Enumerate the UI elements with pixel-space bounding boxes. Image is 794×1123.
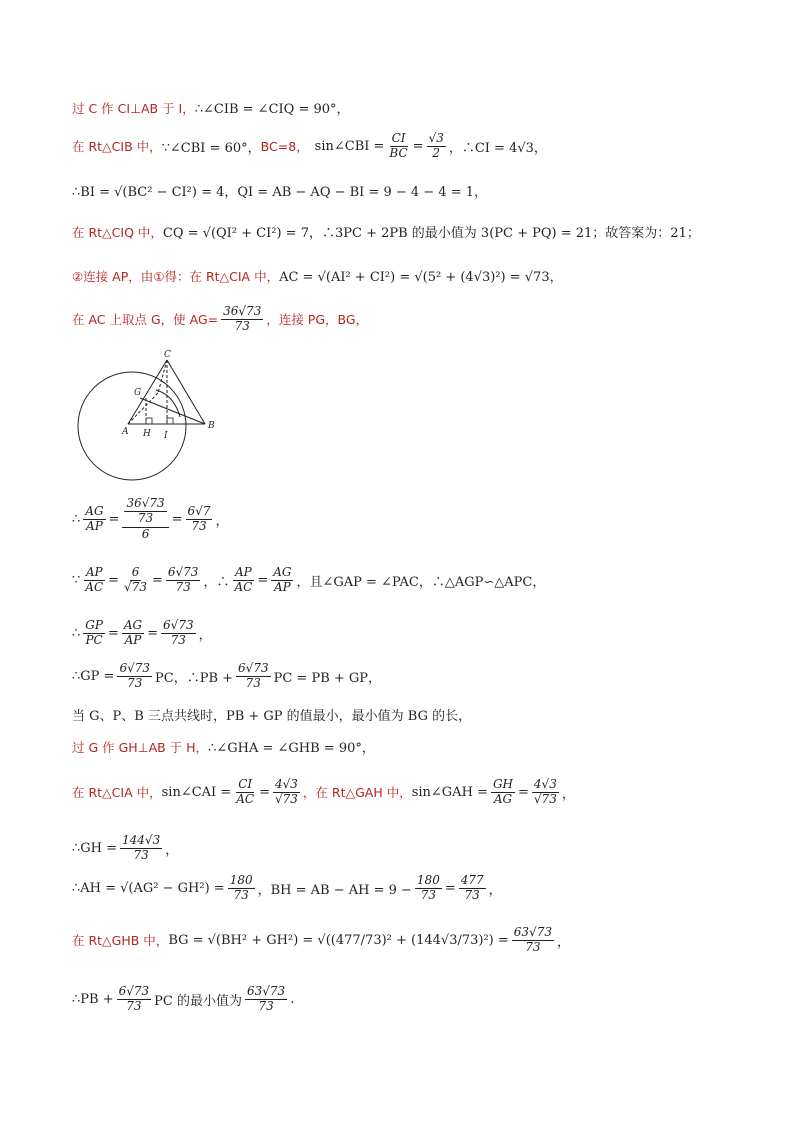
- numerator: 36√73: [223, 304, 262, 318]
- fraction: [459, 874, 486, 903]
- solution-line-14: [72, 834, 754, 863]
- fraction: [387, 132, 409, 161]
- numerator: 63√73: [247, 984, 286, 998]
- text: 当 G、P、B 三点共线时，PB + GP 的值最小，最小值为 BG 的长，: [72, 709, 472, 724]
- text: ，且∠GAP = ∠PAC，∴△AGP∽△APC，: [296, 574, 546, 590]
- numerator: CI: [238, 777, 253, 791]
- text: ∴: [72, 625, 81, 641]
- denominator: 73: [420, 887, 437, 902]
- solution-line-10: [72, 662, 754, 691]
- text: =: [412, 138, 424, 154]
- fraction: [83, 566, 105, 595]
- text: ∴∠GHA = ∠GHB = 90°，: [208, 741, 375, 756]
- numerator: AP: [85, 565, 103, 579]
- denominator: √73: [533, 791, 557, 806]
- text: ∴PB +: [72, 991, 114, 1007]
- text: CQ = √(QI² + CI²) = 7，∴3PC + 2PB 的最小值为 3(PC + PQ) = 21；故答案为：21；: [162, 226, 700, 241]
- denominator: AP: [273, 579, 291, 594]
- denominator: 73: [170, 632, 186, 647]
- denominator: AC: [234, 579, 253, 594]
- text: sin∠CAI =: [161, 784, 232, 800]
- solution-line-11: [72, 705, 754, 724]
- text: 在 Rt△CIB 中，: [72, 139, 162, 155]
- text: ，: [488, 882, 502, 898]
- numerator: 144√3: [122, 833, 161, 847]
- text: ∴GP =: [72, 668, 115, 684]
- solution-line-3: [72, 181, 754, 200]
- fraction: [83, 619, 105, 648]
- text: AC = √(AI² + CI²) = √(5² + (4√3)²) = √73，: [279, 270, 563, 285]
- numerator: 6√73: [167, 565, 199, 579]
- text: ，: [215, 513, 229, 529]
- label-H: H: [143, 429, 151, 439]
- text: ∴∠CIB = ∠CIQ = 90°，: [194, 102, 350, 117]
- fraction: [186, 505, 213, 534]
- numerator: 6√7: [187, 503, 211, 518]
- numerator: 6√73: [163, 618, 194, 632]
- circle: [78, 372, 186, 480]
- fraction: [236, 662, 271, 691]
- solution-line-16: [72, 926, 754, 955]
- text: =: [518, 784, 529, 800]
- label-C: C: [164, 350, 171, 360]
- fraction: [271, 566, 293, 595]
- denominator: 73: [234, 318, 250, 333]
- fraction: [232, 566, 254, 595]
- right-angle-mark-I: [167, 418, 173, 424]
- text: BC=8，: [260, 139, 309, 155]
- text: 在 Rt△CIA 中，: [72, 785, 162, 801]
- right-angle-mark-H: [146, 418, 152, 424]
- fraction: [117, 985, 152, 1014]
- numerator: CI: [391, 131, 406, 145]
- text: ，: [165, 842, 179, 858]
- text: =: [107, 625, 119, 641]
- segment-AP: [128, 393, 158, 424]
- denominator: √73: [274, 791, 298, 806]
- denominator: AP: [86, 518, 103, 533]
- numerator: 4√3: [533, 777, 557, 791]
- numerator: 36√73: [126, 496, 165, 510]
- text: =: [108, 511, 120, 527]
- denominator: 73: [525, 939, 541, 954]
- text: sin∠GAH =: [411, 784, 488, 800]
- text: =: [151, 572, 163, 588]
- text: 在 AC 上取点 G，使 AG=: [72, 312, 219, 328]
- text: 过 C 作 CI⊥AB 于 I，: [72, 100, 195, 116]
- numerator: AG: [85, 503, 104, 518]
- denominator: PC: [85, 632, 103, 647]
- solution-line-15: [72, 874, 754, 903]
- text: =: [147, 625, 159, 641]
- denominator: 73: [233, 887, 249, 902]
- numerator: 4√3: [274, 777, 298, 791]
- text: ∴: [72, 511, 81, 527]
- denominator: 73: [175, 579, 191, 594]
- text: =: [259, 784, 270, 800]
- text: =: [171, 511, 183, 527]
- denominator: √73: [124, 579, 147, 594]
- text: ，: [556, 934, 570, 950]
- solution-line-2: [72, 132, 754, 161]
- text: ，连接 PG，BG，: [266, 312, 369, 328]
- fraction: [122, 619, 144, 648]
- fraction: [228, 874, 255, 903]
- inner-fraction: [122, 497, 168, 528]
- fraction: [273, 778, 300, 807]
- denominator: 73: [133, 847, 149, 862]
- fraction: [234, 778, 256, 807]
- segment-CP: [158, 360, 167, 393]
- denominator: AC: [236, 791, 255, 806]
- text: ，: [561, 786, 575, 802]
- fraction: [161, 619, 196, 648]
- text: 在 Rt△CIQ 中，: [72, 224, 163, 240]
- text: ，∴CI = 4√3，: [448, 140, 547, 156]
- text: PC 的最小值为: [154, 993, 242, 1009]
- label-B: B: [208, 421, 215, 431]
- fraction: [117, 662, 152, 691]
- text: ∴BI = √(BC² − CI²) = 4，QI = AB − AQ − BI = 9 − 4 − 4 = 1，: [72, 185, 488, 200]
- solution-line-8: [72, 566, 754, 595]
- solution-line-4: [72, 222, 754, 241]
- numerator: 6√73: [118, 984, 150, 998]
- denominator: AC: [85, 579, 104, 594]
- numerator: 6√73: [238, 661, 269, 675]
- fraction: [415, 874, 442, 903]
- numerator: 63√73: [513, 925, 552, 939]
- text: ∴AH = √(AG² − GH²) =: [72, 880, 225, 896]
- text: =: [257, 572, 269, 588]
- denominator: 2: [432, 145, 441, 160]
- solution-line-5: [72, 266, 754, 285]
- denominator: 6: [141, 526, 150, 541]
- numerator: √3: [428, 131, 444, 145]
- text: PC = PB + GP，: [273, 670, 382, 686]
- solution-line-6: [72, 305, 754, 334]
- text: =: [444, 880, 456, 896]
- fraction: [491, 778, 515, 807]
- text: ∵∠CBI = 60°，: [161, 140, 261, 156]
- text: .: [290, 991, 295, 1007]
- text: ，∴: [203, 574, 230, 590]
- text: sin∠CBI =: [314, 138, 385, 154]
- geometry-diagram: [70, 345, 230, 485]
- fraction: [122, 566, 149, 595]
- text: PC，∴PB +: [155, 670, 234, 686]
- compound-fraction: [122, 497, 168, 541]
- solution-line-12: [72, 737, 754, 756]
- solution-line-17: [72, 985, 754, 1014]
- numerator: 6√73: [119, 661, 150, 675]
- denominator: 73: [245, 675, 261, 690]
- fraction: [427, 132, 446, 161]
- denominator: BC: [389, 145, 408, 160]
- solution-line-13: [72, 778, 754, 807]
- text: 过 G 作 GH⊥AB 于 H，: [72, 739, 209, 755]
- fraction: [221, 305, 263, 334]
- label-G: G: [134, 388, 142, 398]
- fraction: [83, 505, 105, 534]
- denominator: 73: [191, 518, 207, 533]
- text: ②连接 AP，由①得：在 Rt△CIA 中，: [72, 268, 280, 284]
- denominator: 73: [464, 887, 480, 902]
- denominator: AG: [493, 791, 513, 806]
- numerator: 180: [229, 873, 253, 887]
- text: ，: [198, 627, 212, 643]
- numerator: GH: [492, 777, 513, 791]
- solution-line-7: [72, 497, 754, 541]
- denominator: 73: [258, 998, 274, 1013]
- denominator: 73: [137, 510, 154, 525]
- text: ∴GH =: [72, 840, 118, 856]
- numerator: GP: [85, 618, 103, 632]
- text: =: [108, 572, 120, 588]
- numerator: AP: [235, 565, 252, 579]
- denominator: 73: [126, 998, 142, 1013]
- text: BG = √(BH² + GH²) = √((477/73)² + (144√3/73)²) =: [168, 932, 509, 948]
- fraction: [245, 985, 287, 1014]
- fraction: [166, 566, 201, 595]
- text: ∵: [72, 572, 81, 588]
- numerator: 477: [460, 873, 484, 887]
- denominator: AP: [124, 632, 142, 647]
- text: ，BH = AB − AH = 9 −: [257, 882, 412, 898]
- fraction: [120, 834, 162, 863]
- text: 在 Rt△GHB 中，: [72, 933, 169, 949]
- segment-CB: [167, 360, 205, 424]
- label-I: I: [164, 431, 168, 441]
- fraction: [532, 778, 559, 807]
- numerator: 180: [416, 873, 440, 887]
- solution-line-9: [72, 619, 754, 648]
- numerator: 6: [131, 565, 140, 579]
- text: ，在 Rt△GAH 中，: [302, 785, 412, 801]
- solution-line-1: [72, 98, 754, 117]
- label-A: A: [122, 427, 129, 437]
- fraction: [512, 926, 554, 955]
- numerator: AG: [123, 618, 143, 632]
- numerator: AG: [273, 565, 292, 579]
- denominator: 73: [127, 675, 143, 690]
